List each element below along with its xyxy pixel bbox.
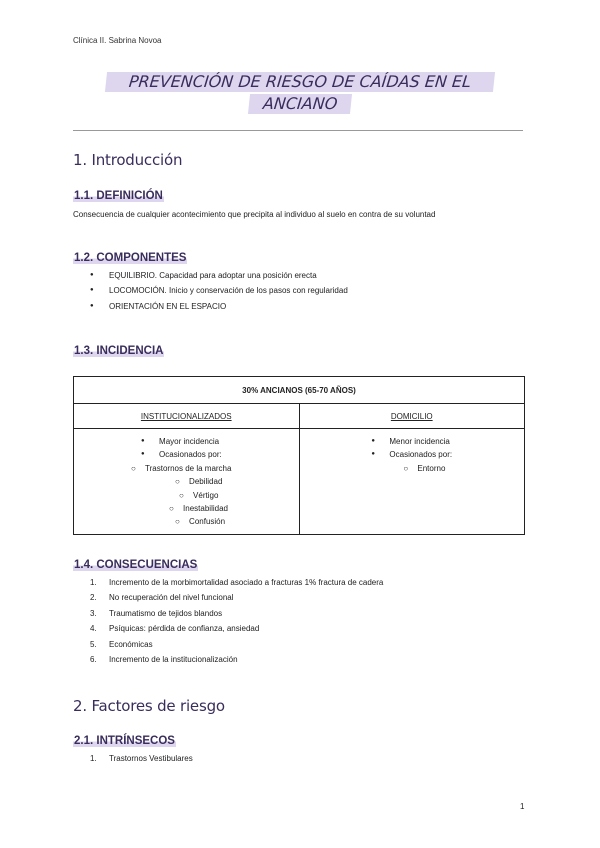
intrinsecos-list xyxy=(73,751,193,766)
list-item: 3. Traumatismo de tejidos blandos xyxy=(90,608,223,618)
list-item: ● Ocasionados por: xyxy=(141,448,231,461)
list-item: 1. Incremento de la morbimortalidad asociado a fracturas 1% fractura de cadera xyxy=(90,578,384,587)
title-divider xyxy=(73,130,523,131)
heading-incidencia: 1.3. INCIDENCIA xyxy=(74,345,164,357)
componentes-list xyxy=(73,268,348,314)
title-line-2: ANCIANO xyxy=(248,94,352,114)
list-item: ○ Entorno xyxy=(403,462,452,475)
heading-intrinsecos: 2.1. INTRÍNSECOS xyxy=(74,735,175,747)
list-item: ● ORIENTACIÓN EN EL ESPACIO xyxy=(73,299,348,314)
list-item: ● Mayor incidencia xyxy=(141,435,231,448)
heading-introduccion: 1. Introducción xyxy=(73,151,183,169)
page-number: 1 xyxy=(520,802,525,811)
col-header-domicilio: DOMICILIO xyxy=(299,404,525,429)
list-item: ● LOCOMOCIÓN. Inicio y conservación de los pasos con regularidad xyxy=(73,283,348,298)
col-header-institucionalizados: INSTITUCIONALIZADOS xyxy=(74,404,300,429)
title-line-1: PREVENCIÓN DE RIESGO DE CAÍDAS EN EL xyxy=(105,72,495,92)
list-item: ○ Trastornos de la marcha xyxy=(131,462,231,475)
cell-domicilio xyxy=(299,429,525,535)
definicion-text: Consecuencia de cualquier acontecimiento que precipita al individuo al suelo en contra de su voluntad xyxy=(73,210,436,219)
list-item: ● Ocasionados por: xyxy=(371,448,452,461)
list-item: 2. No recuperación del nivel funcional xyxy=(90,593,234,603)
heading-factores-riesgo: 2. Factores de riesgo xyxy=(73,697,225,715)
list-item: 6. Incremento de la institucionalización xyxy=(90,654,238,664)
document-title xyxy=(0,72,600,114)
header-note: Clínica II. Sabrina Novoa xyxy=(73,36,162,45)
incidencia-table xyxy=(73,376,525,535)
table-title: 30% ANCIANOS (65-70 AÑOS) xyxy=(74,377,525,404)
list-item: ○ Confusión xyxy=(175,515,231,528)
list-item: 1. Trastornos Vestibulares xyxy=(90,754,193,763)
consecuencias-list xyxy=(73,575,383,667)
cell-institucionalizados xyxy=(74,429,300,535)
list-item: ● Menor incidencia xyxy=(371,435,452,448)
list-item: ○ Debilidad xyxy=(175,475,231,488)
list-item: ○ Inestabilidad xyxy=(169,502,231,515)
list-item: ● EQUILIBRIO. Capacidad para adoptar una posición erecta xyxy=(73,268,348,283)
heading-componentes: 1.2. COMPONENTES xyxy=(74,252,187,264)
list-item: 5. Económicas xyxy=(90,639,153,649)
list-item: 4. Psíquicas: pérdida de confianza, ansiedad xyxy=(90,624,260,634)
heading-consecuencias: 1.4. CONSECUENCIAS xyxy=(74,559,198,571)
heading-definicion: 1.1. DEFINICIÓN xyxy=(74,190,163,202)
list-item: ○ Vértigo xyxy=(179,489,231,502)
